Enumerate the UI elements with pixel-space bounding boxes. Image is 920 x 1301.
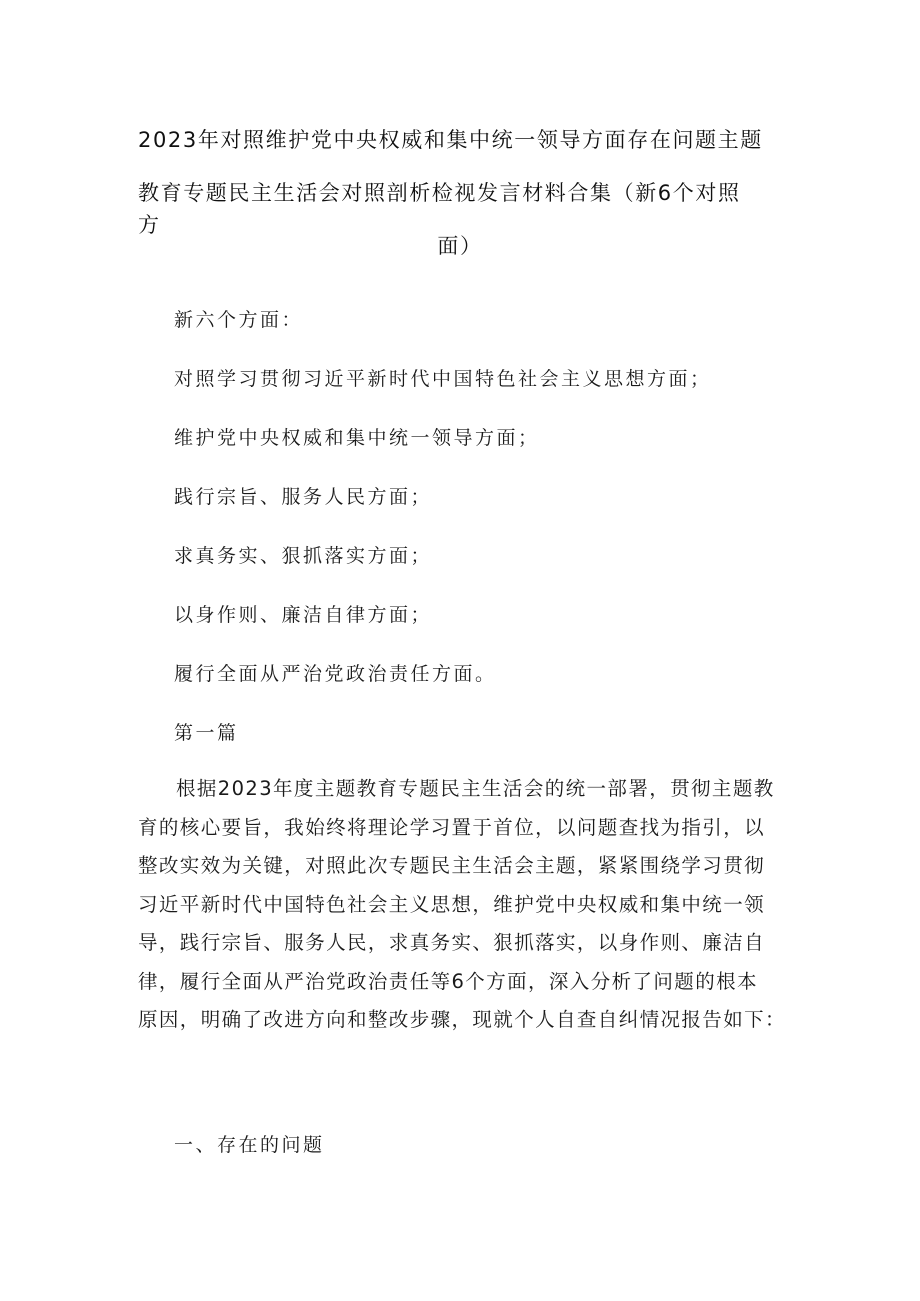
aspect-item-1: 对照学习贯彻习近平新时代中国特色社会主义思想方面； bbox=[174, 368, 712, 390]
document-title-line-1: 2023年对照维护党中央权威和集中统一领导方面存在问题主题 bbox=[138, 128, 763, 152]
section-heading: 一、存在的问题 bbox=[174, 1134, 325, 1156]
paragraph-line: 习近平新时代中国特色社会主义思想，维护党中央权威和集中统一领 bbox=[138, 892, 766, 916]
aspect-item-6: 履行全面从严治党政治责任方面。 bbox=[174, 663, 497, 685]
paragraph-line: 原因，明确了改进方向和整改步骤，现就个人自查自纠情况报告如下： bbox=[138, 1008, 786, 1031]
paragraph-line: 律，履行全面从严治党政治责任等6个方面，深入分析了问题的根本 bbox=[138, 969, 758, 993]
aspects-intro: 新六个方面： bbox=[174, 309, 304, 331]
document-title-line-4: 面） bbox=[437, 234, 483, 258]
aspect-item-4: 求真务实、狠抓落实方面； bbox=[174, 545, 433, 567]
document-title-line-2: 教育专题民主生活会对照剖析检视发言材料合集（新6个对照 bbox=[138, 181, 741, 205]
aspect-item-5: 以身作则、廉洁自律方面； bbox=[174, 604, 433, 626]
aspect-item-3: 践行宗旨、服务人民方面； bbox=[174, 486, 433, 508]
aspect-item-2: 维护党中央权威和集中统一领导方面； bbox=[174, 427, 540, 449]
body-paragraph bbox=[138, 770, 788, 1040]
chapter-heading: 第一篇 bbox=[174, 722, 239, 744]
paragraph-line: 导，践行宗旨、服务人民，求真务实、狠抓落实，以身作则、廉洁自 bbox=[138, 931, 766, 954]
paragraph-line: 育的核心要旨，我始终将理论学习置于首位，以问题查找为指引，以 bbox=[138, 815, 766, 839]
paragraph-line: 根据2023年度主题教育专题民主生活会的统一部署，贯彻主题教 bbox=[176, 777, 775, 800]
paragraph-line: 整改实效为关键，对照此次专题民主生活会主题，紧紧围绕学习贯彻 bbox=[138, 854, 766, 877]
document-title-line-3: 方 bbox=[138, 213, 161, 237]
